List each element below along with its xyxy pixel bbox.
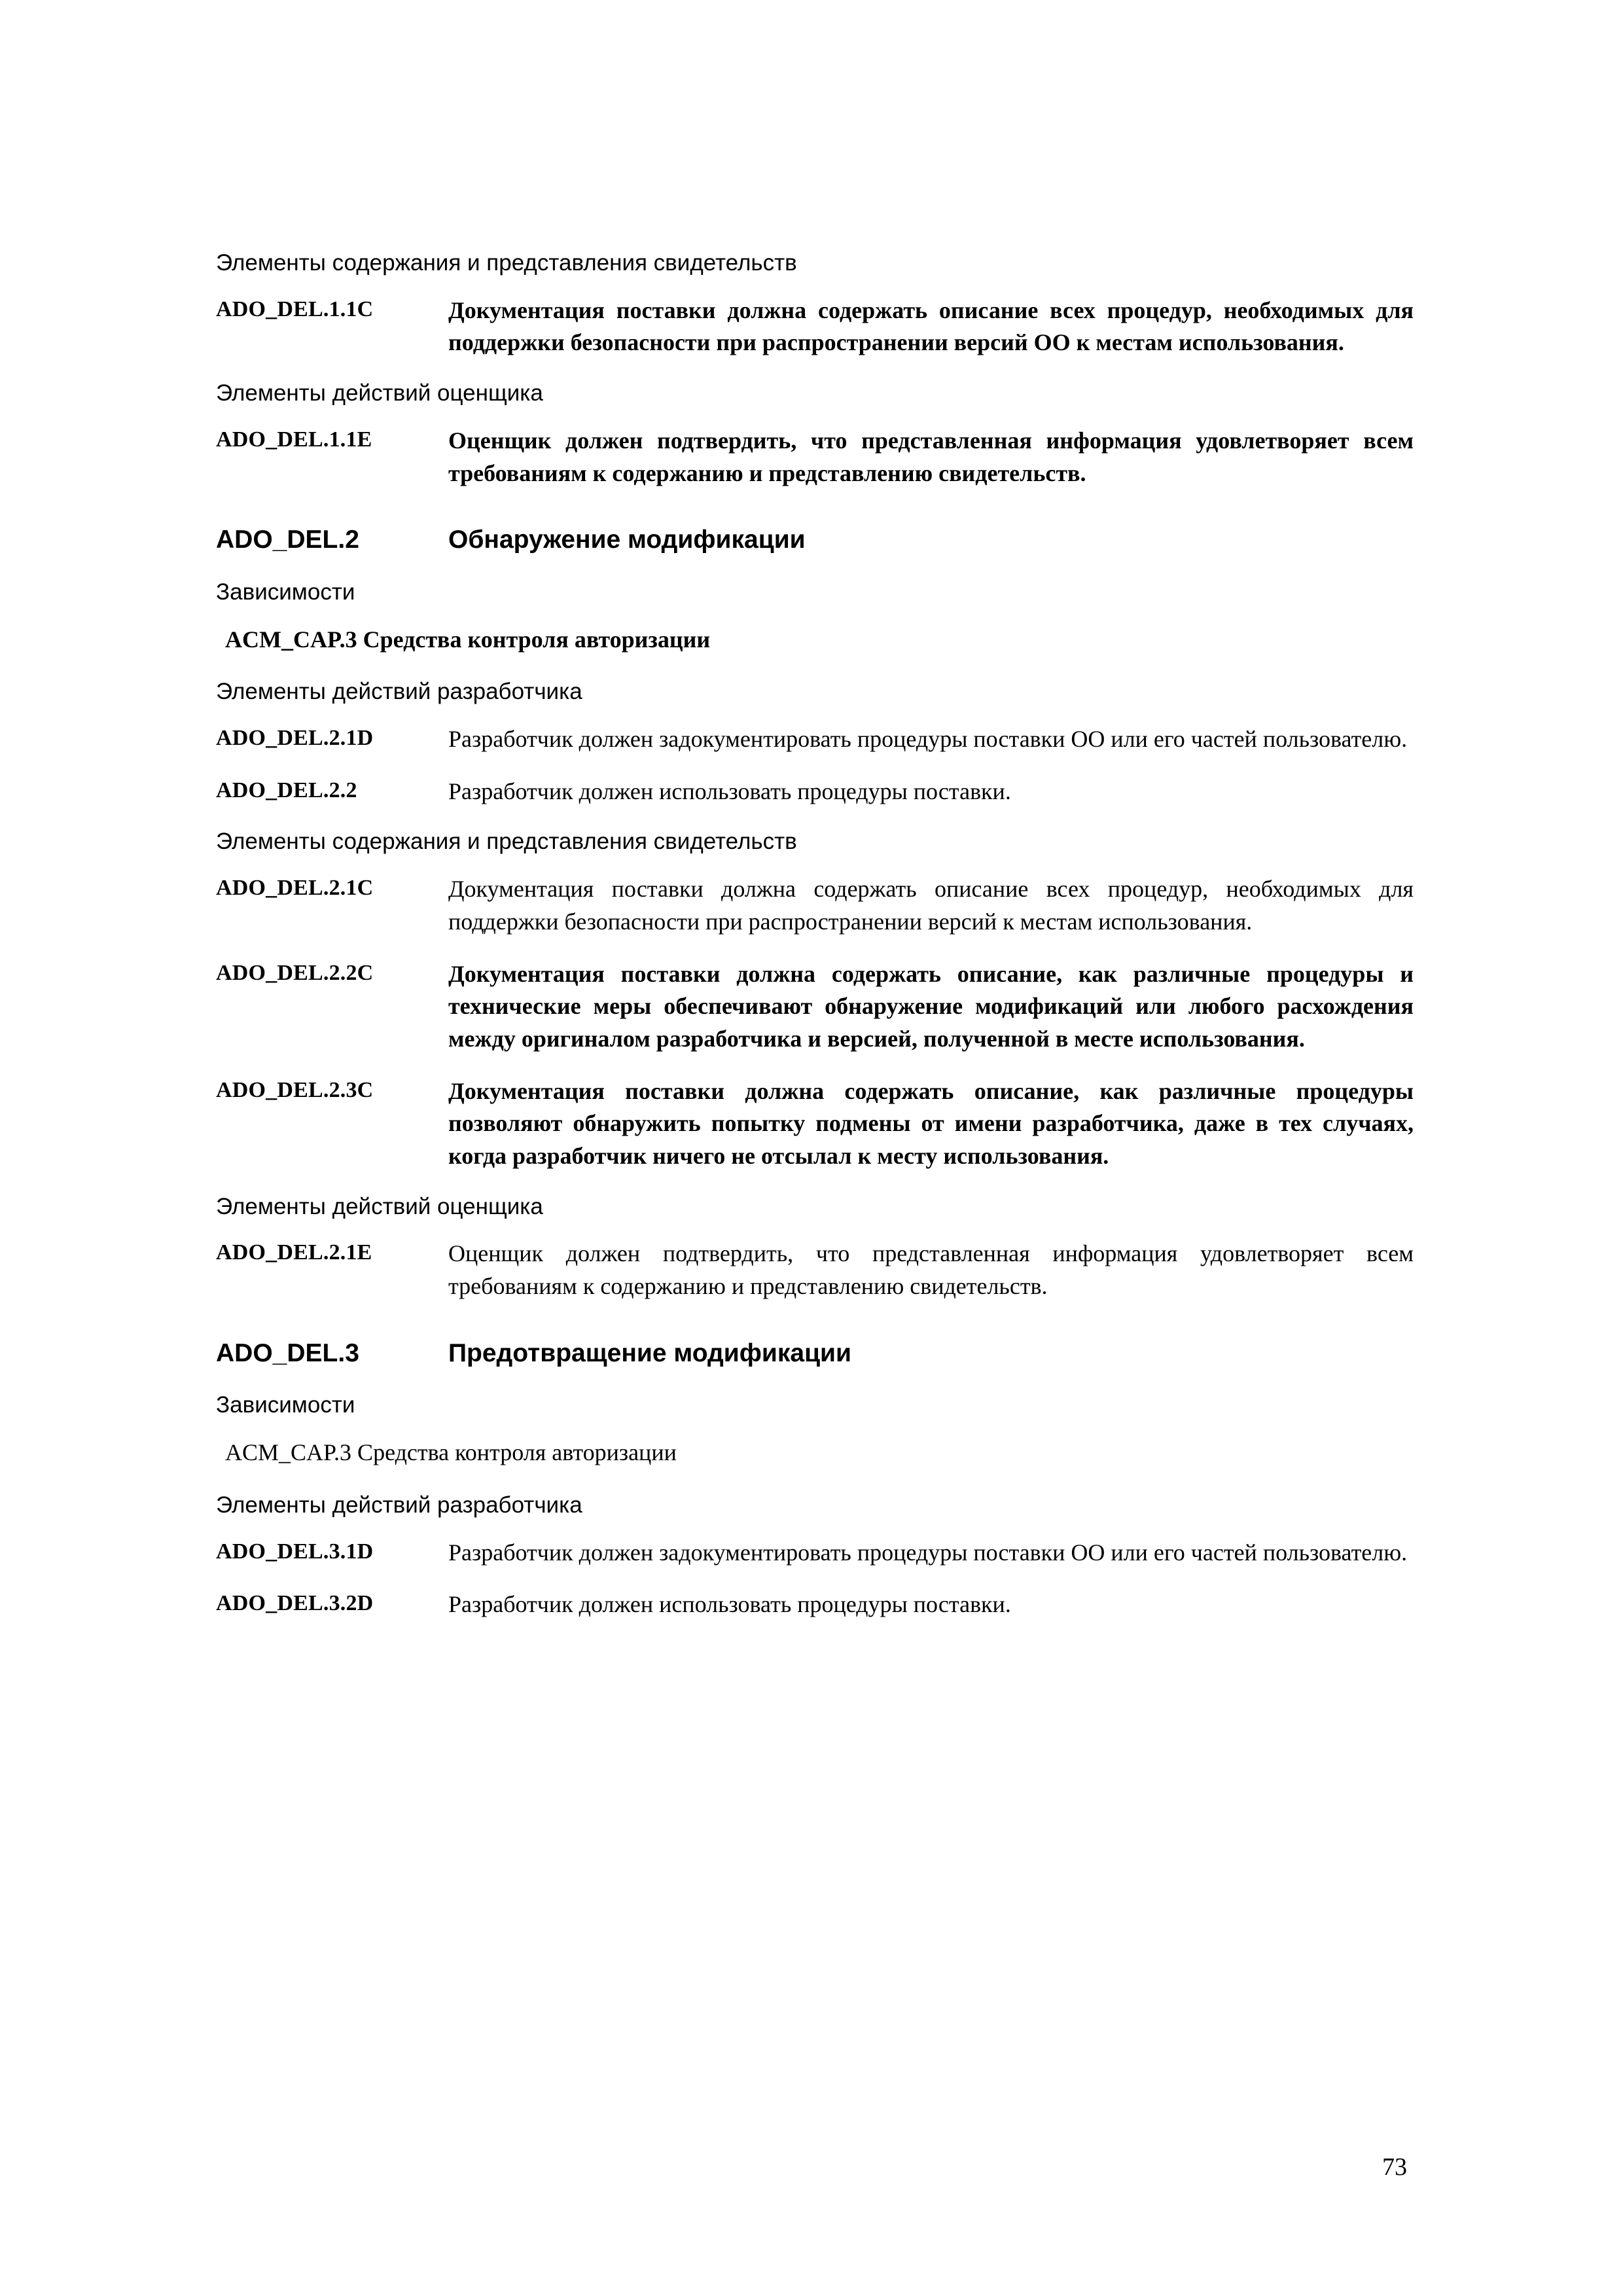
section-heading-code: ADO_DEL.2 xyxy=(216,526,359,554)
section-heading-title: Предотвращение модификации xyxy=(448,1338,852,1367)
requirement-row xyxy=(216,295,1414,359)
section-heading xyxy=(216,1338,1414,1369)
section-caption: Элементы действий оценщика xyxy=(216,380,543,406)
requirement-text: Документация поставки должна содержать описание, как различные процедуры позволяют обнаружить попытку подмены от имени разработчика, даже в тех случаях, когда разработчик ничего не отсылал к месту использования. xyxy=(448,1077,1414,1169)
requirement-text: Документация поставки должна содержать описание всех процедур, необходимых для поддержки безопасности при распространении версий ОО к местам использования. xyxy=(448,296,1414,356)
requirement-code: ADO_DEL.2.2 xyxy=(216,778,357,802)
requirement-row xyxy=(216,776,1414,808)
dependency-item: ACM_CAP.3 Средства контроля авторизации xyxy=(225,626,711,653)
section-caption: Элементы содержания и представления свидетельств xyxy=(216,829,797,855)
section-caption: Элементы действий оценщика xyxy=(216,1193,543,1219)
requirement-row xyxy=(216,425,1414,490)
section-heading xyxy=(216,525,1414,556)
section-heading-code: ADO_DEL.3 xyxy=(216,1338,359,1367)
dependency-item: ACM_CAP.3 Средства контроля авторизации xyxy=(225,1439,677,1466)
requirement-row xyxy=(216,1588,1414,1621)
requirement-row xyxy=(216,1075,1414,1173)
requirement-text: Оценщик должен подтвердить, что представленная информация удовлетворяет всем требованиям к содержанию и представлению свидетельств. xyxy=(448,427,1414,486)
requirement-text: Разработчик должен задокументировать процедуры поставки ОО или его частей пользователю. xyxy=(448,726,1408,753)
requirement-row xyxy=(216,1537,1414,1570)
requirement-code: ADO_DEL.1.1C xyxy=(216,296,374,321)
page-number: 73 xyxy=(1382,2153,1407,2181)
requirement-text: Разработчик должен использовать процедуры поставки. xyxy=(448,778,1011,804)
requirement-code: ADO_DEL.3.2D xyxy=(216,1591,374,1616)
requirement-code: ADO_DEL.2.1D xyxy=(216,726,374,751)
section-caption: Элементы содержания и представления свидетельств xyxy=(216,250,797,276)
requirement-text: Документация поставки должна содержать описание, как различные процедуры и технические меры обеспечивают обнаружение модификаций или любого расхождения между оригиналом разработчика и версией, полученной в месте использования. xyxy=(448,960,1414,1052)
section-heading-title: Обнаружение модификации xyxy=(448,526,806,554)
requirement-row xyxy=(216,1238,1414,1302)
requirement-text: Разработчик должен использовать процедуры поставки. xyxy=(448,1591,1011,1618)
section-caption: Элементы действий разработчика xyxy=(216,679,582,705)
requirement-code: ADO_DEL.2.3C xyxy=(216,1077,374,1102)
requirement-code: ADO_DEL.1.1E xyxy=(216,427,372,452)
requirement-text: Оценщик должен подтвердить, что представленная информация удовлетворяет всем требованиям к содержанию и представлению свидетельств. xyxy=(448,1240,1414,1299)
section-caption: Зависимости xyxy=(216,579,355,605)
requirement-text: Разработчик должен задокументировать процедуры поставки ОО или его частей пользователю. xyxy=(448,1539,1408,1566)
requirement-code: ADO_DEL.3.1D xyxy=(216,1539,374,1564)
requirement-row xyxy=(216,873,1414,938)
section-caption: Элементы действий разработчика xyxy=(216,1492,582,1518)
requirement-row xyxy=(216,723,1414,756)
section-caption: Зависимости xyxy=(216,1392,355,1418)
requirement-code: ADO_DEL.2.1C xyxy=(216,876,374,901)
requirement-row xyxy=(216,958,1414,1056)
requirement-code: ADO_DEL.2.1E xyxy=(216,1240,372,1265)
page-content xyxy=(216,249,1414,1621)
requirement-code: ADO_DEL.2.2C xyxy=(216,960,374,985)
requirement-text: Документация поставки должна содержать описание всех процедур, необходимых для поддержки безопасности при распространении версий к местам использования. xyxy=(448,876,1414,935)
